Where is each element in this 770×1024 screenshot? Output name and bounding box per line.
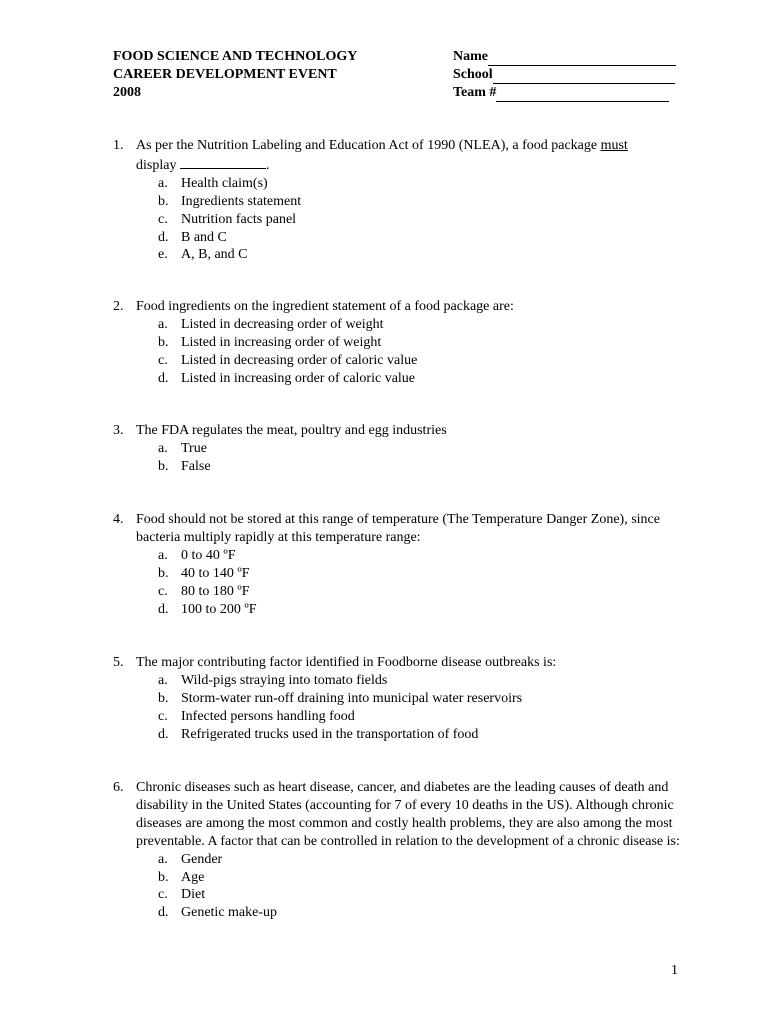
header-year: 2008 (113, 84, 141, 100)
option-item[interactable]: d. Listed in increasing order of caloric value (158, 370, 416, 386)
option-item[interactable]: d. Refrigerated trucks used in the transportation of food (158, 726, 479, 742)
team-label: Team # (453, 84, 497, 100)
question-number: 6. (113, 780, 124, 795)
question-1 (113, 137, 683, 264)
question-3 (113, 422, 683, 476)
name-label: Name (453, 49, 488, 64)
option-item[interactable]: e. A, B, and C (158, 247, 248, 263)
option-item[interactable]: d. 100 to 200 ºF (158, 601, 257, 617)
question-stem: Food ingredients on the ingredient statement of a food package are: (136, 299, 514, 314)
option-item[interactable]: d. Genetic make-up (158, 905, 278, 921)
exam-header (113, 48, 357, 102)
question-number: 3. (113, 423, 124, 438)
question-5 (113, 654, 683, 744)
school-label: School (453, 66, 493, 82)
question-stem: The major contributing factor identified in Foodborne disease outbreaks is: (136, 655, 557, 670)
option-item[interactable]: c. Diet (158, 887, 206, 903)
question-4 (113, 511, 683, 618)
option-item[interactable]: a. 0 to 40 ºF (158, 547, 236, 563)
emphasis-must: must (600, 138, 628, 153)
option-list (113, 851, 683, 923)
option-item[interactable]: b. Listed in increasing order of weight (158, 334, 382, 350)
header-subtitle: CAREER DEVELOPMENT EVENT (113, 66, 337, 82)
option-list (113, 316, 683, 388)
option-item[interactable]: c. Infected persons handling food (158, 708, 355, 724)
option-item[interactable]: b. Ingredients statement (158, 193, 302, 209)
school-blank-line[interactable] (493, 69, 675, 84)
page-number: 1 (671, 963, 678, 978)
option-item[interactable]: c. Nutrition facts panel (158, 211, 297, 227)
option-item[interactable]: b. False (158, 458, 211, 474)
question-6 (113, 779, 683, 922)
question-stem: As per the Nutrition Labeling and Education Act of 1990 (NLEA), a food package must display . (136, 138, 628, 173)
question-2 (113, 298, 683, 388)
option-item[interactable]: c. 80 to 180 ºF (158, 583, 250, 599)
answer-blank-line[interactable] (180, 155, 266, 169)
question-stem: Chronic diseases such as heart disease, cancer, and diabetes are the leading causes of death and disability in the United States (accounting for 7 of every 10 deaths in the US). Although chronic diseases are among the most common and costly health problems, they are also among the most preventable. A factor that can be controlled in relation to the development of a chronic disease is: (136, 780, 680, 849)
option-item[interactable]: a. True (158, 440, 207, 456)
team-field[interactable] (453, 84, 676, 102)
option-item[interactable]: a. Wild-pigs straying into tomato fields (158, 672, 388, 688)
team-blank-line[interactable] (496, 87, 669, 102)
question-stem: Food should not be stored at this range of temperature (The Temperature Danger Zone), since bacteria multiply rapidly at this temperature range: (136, 512, 660, 545)
question-number: 5. (113, 655, 124, 670)
option-list (113, 440, 683, 476)
option-list (113, 547, 683, 619)
name-field[interactable] (453, 48, 676, 66)
header-title: FOOD SCIENCE AND TECHNOLOGY (113, 49, 358, 64)
option-item[interactable]: b. Storm-water run-off draining into municipal water reservoirs (158, 690, 523, 706)
option-item[interactable]: d. B and C (158, 229, 227, 245)
name-blank-line[interactable] (488, 51, 676, 66)
question-number: 2. (113, 299, 124, 314)
option-item[interactable]: a. Listed in decreasing order of weight (158, 316, 384, 332)
option-item[interactable]: b. Age (158, 869, 205, 885)
option-item[interactable]: a. Gender (158, 851, 223, 867)
option-item[interactable]: c. Listed in decreasing order of caloric value (158, 352, 418, 368)
option-list (113, 672, 683, 744)
option-item[interactable]: a. Health claim(s) (158, 175, 268, 191)
option-item[interactable]: b. 40 to 140 ºF (158, 565, 250, 581)
school-field[interactable] (453, 66, 676, 84)
question-number: 4. (113, 512, 124, 527)
question-number: 1. (113, 138, 124, 153)
question-stem: The FDA regulates the meat, poultry and egg industries (136, 423, 447, 438)
participant-fields (453, 48, 676, 102)
option-list (113, 175, 683, 265)
